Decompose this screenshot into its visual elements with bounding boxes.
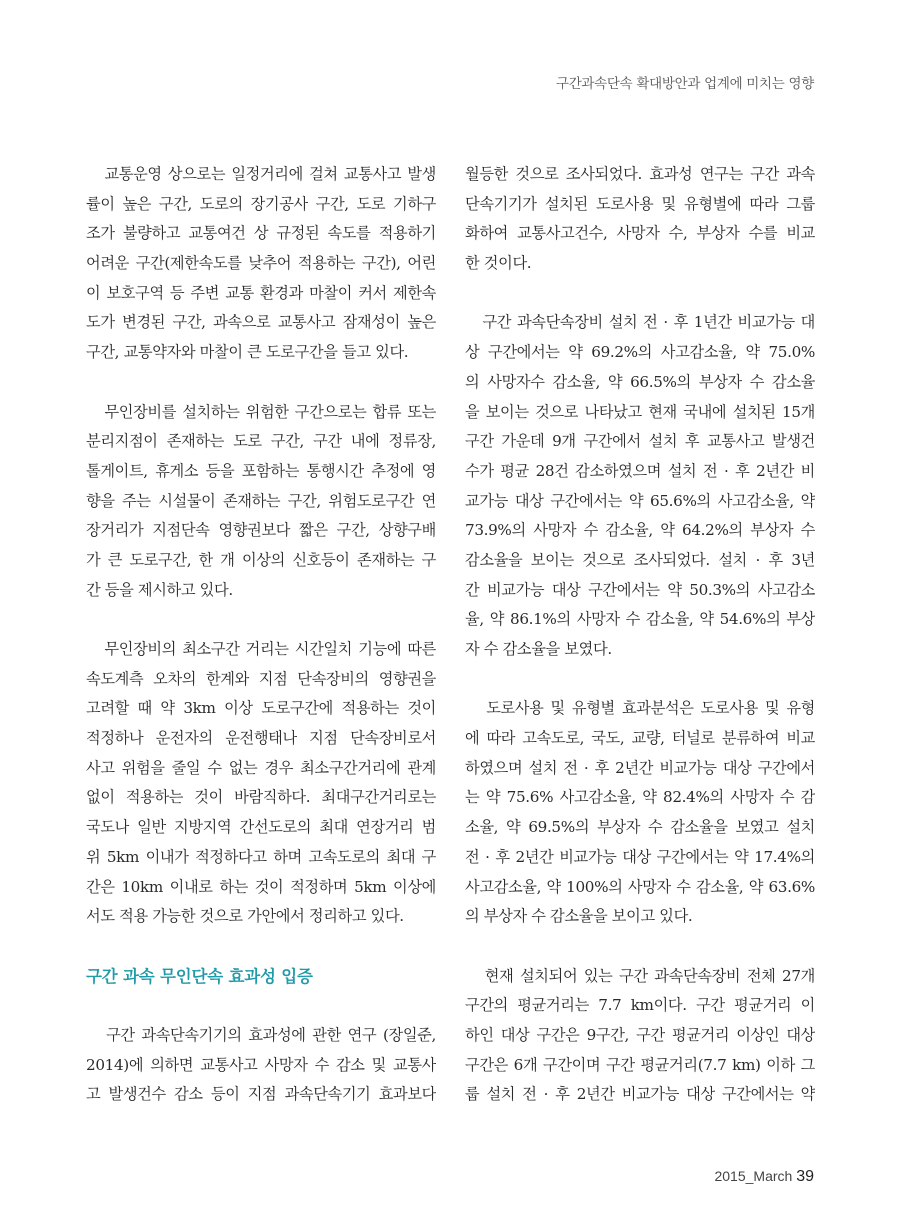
text-line: 률이 높은 구간, 도로의 장기공사 구간, 도로 기하구 [86,194,436,213]
text-line: 장거리가 지점단속 영향권보다 짧은 구간, 상향구배 [86,521,436,540]
text-line: 는 약 75.6% 사고감소율, 약 82.4%의 사망자 수 감 [465,788,815,807]
text-line: 에 따라 고속도로, 국도, 교량, 터널로 분류하여 비교 [465,729,815,748]
text-line: 국도나 일반 지방지역 간선도로의 최대 연장거리 범 [86,818,436,837]
text-line: 감소율을 보이는 것으로 조사되었다. 설치 · 후 3년 [465,550,815,569]
text-line: 소율, 약 69.5%의 부상자 수 감소율을 보였고 설치 [465,818,815,837]
text-line: 조가 불량하고 교통여건 상 규정된 속도를 적용하기 [86,224,436,243]
paragraph [465,308,815,664]
page-footer [714,1168,814,1186]
text-line: 무인장비의 최소구간 거리는 시간일치 기능에 따른 [86,640,436,658]
paragraph [86,398,436,606]
text-line: 간 비교가능 대상 구간에서는 약 50.3%의 사고감소 [465,580,815,599]
text-line: 간은 10km 이내로 하는 것이 적정하며 5km 이상에 [86,877,436,896]
text-line: 사고감소율, 약 100%의 사망자 수 감소율, 약 63.6% [465,877,815,896]
text-line: 구간은 6개 구간이며 구간 평균거리(7.7 km) 이하 그 [465,1055,815,1074]
text-line: 한 것이다. [465,254,532,273]
text-line: 무인장비를 설치하는 위험한 구간으로는 합류 또는 [86,402,436,421]
paragraph [465,694,815,932]
text-line: 상 구간에서는 약 69.2%의 사고감소율, 약 75.0% [465,343,815,362]
text-line: 전 · 후 2년간 비교가능 대상 구간에서는 약 17.4%의 [465,847,815,866]
text-line: 의 사망자수 감소율, 약 66.5%의 부상자 수 감소율 [465,372,815,391]
issue-label: 2015_March [714,1168,793,1184]
text-line: 이 보호구역 등 주변 교통 환경과 마찰이 커서 제한속 [86,283,436,302]
text-line: 화하여 교통사고건수, 사망자 수, 부상자 수를 비교 [465,224,815,243]
text-line: 구간, 교통약자와 마찰이 큰 도로구간을 들고 있다. [86,343,409,362]
text-line: 분리지점이 존재하는 도로 구간, 구간 내에 정류장, [86,432,436,451]
paragraph [465,160,815,279]
text-line: 고려할 때 약 3km 이상 도로구간에 적용하는 것이 [86,699,436,718]
text-line: 도로사용 및 유형별 효과분석은 도로사용 및 유형 [465,699,815,718]
paragraph [465,962,815,1110]
text-line: 없이 적용하는 것이 바람직하다. 최대구간거리로는 [86,788,436,807]
running-header: 구간과속단속 확대방안과 업계에 미치는 영향 [555,76,814,92]
text-line: 고 발생건수 감소 등이 지점 과속단속기기 효과보다 [86,1085,436,1104]
text-line: 적정하나 운전자의 운전행태나 지점 단속장비로서 [86,729,436,748]
text-line: 교통운영 상으로는 일정거리에 걸쳐 교통사고 발생 [86,165,436,183]
text-line: 율, 약 86.1%의 사망자 수 감소율, 약 54.6%의 부상 [465,610,815,629]
right-column [465,160,815,1110]
paragraph [86,1021,436,1110]
text-line: 구간 과속단속기기의 효과성에 관한 연구 (장일준, [86,1025,436,1044]
paragraph [86,160,436,368]
text-line: 서도 적용 가능한 것으로 가안에서 정리하고 있다. [86,907,404,926]
text-line: 어려운 구간(제한속도를 낮추어 적용하는 구간), 어린 [86,254,436,273]
text-line: 향을 주는 시설물이 존재하는 구간, 위험도로구간 연 [86,491,436,510]
page-number: 39 [796,1168,814,1185]
text-line: 교가능 대상 구간에서는 약 65.6%의 사고감소율, 약 [465,491,815,510]
text-line: 월등한 것으로 조사되었다. 효과성 연구는 구간 과속 [465,165,815,183]
text-line: 현재 설치되어 있는 구간 과속단속장비 전체 27개 [465,966,815,985]
text-line: 속도계측 오차의 한계와 지점 단속장비의 영향권을 [86,669,436,688]
text-line: 73.9%의 사망자 수 감소율, 약 64.2%의 부상자 수 [465,521,815,540]
text-line: 가 큰 도로구간, 한 개 이상의 신호등이 존재하는 구 [86,550,436,569]
text-line: 수가 평균 28건 감소하였으며 설치 전 · 후 2년간 비 [465,461,815,480]
text-line: 구간의 평균거리는 7.7 km이다. 구간 평균거리 이 [465,996,815,1015]
text-line: 자 수 감소율을 보였다. [465,640,612,658]
text-line: 간 등을 제시하고 있다. [86,580,233,599]
text-line: 룹 설치 전 · 후 2년간 비교가능 대상 구간에서는 약 [465,1085,815,1104]
text-line: 2014)에 의하면 교통사고 사망자 수 감소 및 교통사 [86,1055,436,1074]
text-line: 도가 변경된 구간, 과속으로 교통사고 잠재성이 높은 [86,313,436,332]
left-column [86,160,436,1110]
paragraph [86,635,436,932]
text-line: 구간 가운데 9개 구간에서 설치 후 교통사고 발생건 [465,432,815,451]
section-heading: 구간 과속 무인단속 효과성 입증 [86,966,313,986]
text-line: 톨게이트, 휴게소 등을 포함하는 통행시간 추정에 영 [86,461,436,480]
text-line: 하였으며 설치 전 · 후 2년간 비교가능 대상 구간에서 [465,758,815,777]
text-line: 의 부상자 수 감소율을 보이고 있다. [465,907,693,926]
text-line: 단속기기가 설치된 도로사용 및 유형별에 따라 그룹 [465,194,815,213]
text-line: 사고 위험을 줄일 수 없는 경우 최소구간거리에 관계 [86,758,436,777]
text-line: 위 5km 이내가 적정하다고 하며 고속도로의 최대 구 [86,847,436,866]
text-line: 을 보이는 것으로 나타났고 현재 국내에 설치된 15개 [465,402,815,421]
text-line: 구간 과속단속장비 설치 전 · 후 1년간 비교가능 대 [465,313,815,332]
text-line: 하인 대상 구간은 9구간, 구간 평균거리 이상인 대상 [465,1025,815,1044]
